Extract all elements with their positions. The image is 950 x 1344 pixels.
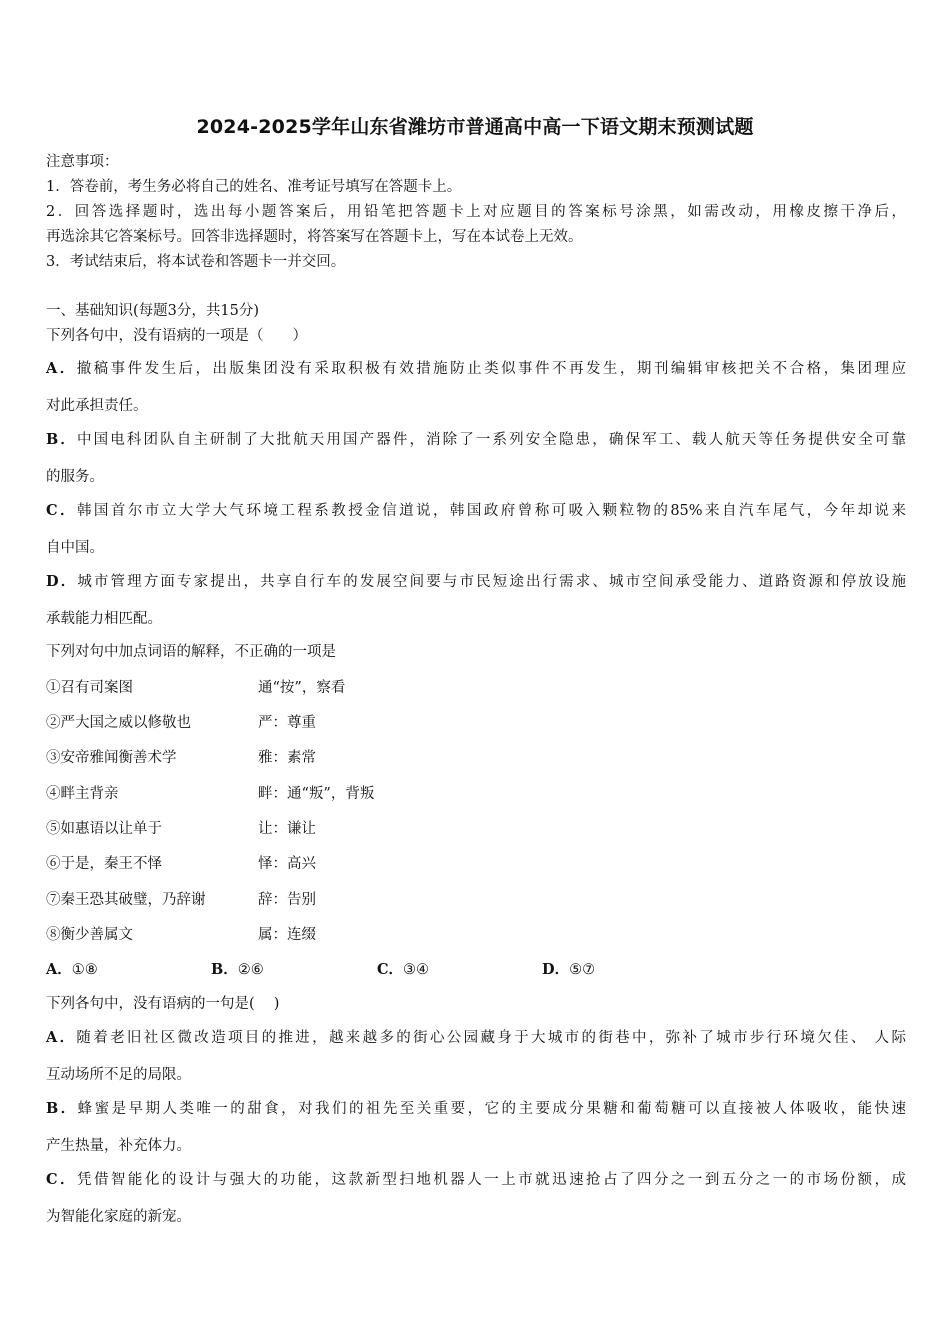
q2-option-b (211, 960, 264, 980)
section-heading: 一、基础知识(每题3分，共15分) (46, 303, 259, 319)
q2-gloss-3: 雅：素常 (258, 750, 316, 766)
q2-sentence-7: ⑦秦王恐其破璧，乃辞谢 (46, 892, 206, 908)
q2-option-c-label: C． (377, 961, 404, 978)
q1-option-c-label: C． (46, 502, 77, 519)
q2-sentence-8: ⑧衡少善属文 (46, 927, 133, 943)
q2-sentence-1: ①召有司案图 (46, 680, 133, 696)
q3-option-b-text-1: 蜂蜜是早期人类唯一的甜食，对我们的祖先至关重要，它的主要成分果糖和葡萄糖可以直接被人体吸收，能快速 (77, 1101, 906, 1117)
q2-gloss-6: 怿：高兴 (258, 856, 316, 872)
q3-option-a (46, 1028, 906, 1048)
q1-option-a (46, 359, 906, 379)
q2-gloss-7: 辞：告别 (258, 892, 316, 908)
q3-stem: 下列各句中，没有语病的一句是( ) (46, 996, 280, 1012)
q2-option-c (377, 960, 429, 980)
notice-item-1: 1．答卷前，考生务必将自己的姓名、准考证号填写在答题卡上。 (46, 179, 462, 195)
q3-option-a-text-2: 互动场所不足的局限。 (46, 1067, 191, 1083)
q3-option-c-text-1: 凭借智能化的设计与强大的功能，这款新型扫地机器人一上市就迅速抢占了四分之一到五分之一的市场份额，成 (76, 1172, 906, 1188)
q1-option-c-text-1: 韩国首尔市立大学大气环境工程系教授金信道说，韩国政府曾称可吸入颗粒物的85%来自汽车尾气，今年却说来 (76, 503, 906, 519)
q3-option-c-text-2: 为智能化家庭的新宠。 (46, 1209, 191, 1225)
q3-option-b-text-2: 产生热量，补充体力。 (46, 1138, 191, 1154)
q1-option-c-text-2: 自中国。 (46, 540, 104, 556)
q3-option-a-text-1: 随着老旧社区微改造项目的推进，越来越多的街心公园藏身于大城市的街巷中，弥补了城市步行环境欠佳、 人际 (76, 1030, 906, 1046)
q1-option-d-text-2: 承载能力相匹配。 (46, 611, 162, 627)
q2-gloss-4: 畔：通“叛”，背叛 (258, 786, 375, 802)
q2-gloss-2: 严：尊重 (258, 715, 316, 731)
q1-option-b-text-1: 中国电科团队自主研制了大批航天用国产器件，消除了一系列安全隐患，确保军工、载人航天等任务提供安全可靠 (77, 432, 906, 448)
q3-option-b-label: B． (46, 1100, 78, 1117)
q2-option-b-label: B． (211, 961, 238, 978)
q2-option-b-text: ②⑥ (237, 962, 264, 978)
q2-option-d-text: ⑤⑦ (569, 962, 596, 978)
notice-heading: 注意事项： (46, 154, 119, 170)
q3-option-a-label: A． (46, 1029, 77, 1046)
q2-gloss-1: 通“按”，察看 (258, 680, 346, 696)
q2-gloss-8: 属：连缀 (258, 927, 316, 943)
q2-stem: 下列对句中加点词语的解释，不正确的一项是 (46, 644, 336, 660)
q2-option-a (46, 960, 98, 980)
q2-sentence-5: ⑤如惠语以让单于 (46, 821, 162, 837)
notice-item-3: 3．考试结束后，将本试卷和答题卡一并交回。 (46, 254, 346, 270)
q2-gloss-5: 让：谦让 (258, 821, 316, 837)
q1-option-a-text-2: 对此承担责任。 (46, 398, 148, 414)
page-title: 2024-2025学年山东省潍坊市普通高中高一下语文期末预测试题 (196, 116, 754, 138)
q2-sentence-6: ⑥于是，秦王不怿 (46, 856, 162, 872)
q1-option-b-label: B． (46, 431, 77, 448)
notice-item-2-line-1: 2．回答选择题时，选出每小题答案后，用铅笔把答题卡上对应题目的答案标号涂黑，如需改动，用橡皮擦干净后， (46, 204, 906, 220)
q2-option-a-label: A． (46, 961, 72, 978)
q1-option-a-label: A． (46, 360, 77, 377)
q1-option-d (46, 572, 906, 592)
q1-option-c (46, 501, 906, 521)
q2-sentence-4: ④畔主背亲 (46, 786, 119, 802)
q2-option-a-text: ①⑧ (71, 962, 98, 978)
q1-option-b-text-2: 的服务。 (46, 469, 104, 485)
q1-stem: 下列各句中，没有语病的一项是（ ） (46, 328, 307, 344)
q2-option-d-label: D． (542, 961, 570, 978)
q1-option-d-label: D． (46, 573, 78, 590)
q2-sentence-2: ②严大国之威以修敬也 (46, 715, 191, 731)
q2-sentence-3: ③安帝雅闻衡善术学 (46, 750, 177, 766)
q1-option-b (46, 430, 906, 450)
q2-option-c-text: ③④ (403, 962, 430, 978)
notice-item-2-line-2: 再选涂其它答案标号。回答非选择题时，将答案写在答题卡上，写在本试卷上无效。 (46, 229, 583, 245)
q2-option-d (542, 960, 595, 980)
q1-option-d-text-1: 城市管理方面专家提出，共享自行车的发展空间要与市民短途出行需求、城市空间承受能力、道路资源和停放设施 (77, 574, 906, 590)
q1-option-a-text-1: 撤稿事件发生后，出版集团没有采取积极有效措施防止类似事件不再发生，期刊编辑审核把关不合格，集团理应 (76, 361, 906, 377)
q3-option-c (46, 1170, 906, 1190)
q3-option-b (46, 1099, 906, 1119)
q3-option-c-label: C． (46, 1171, 77, 1188)
